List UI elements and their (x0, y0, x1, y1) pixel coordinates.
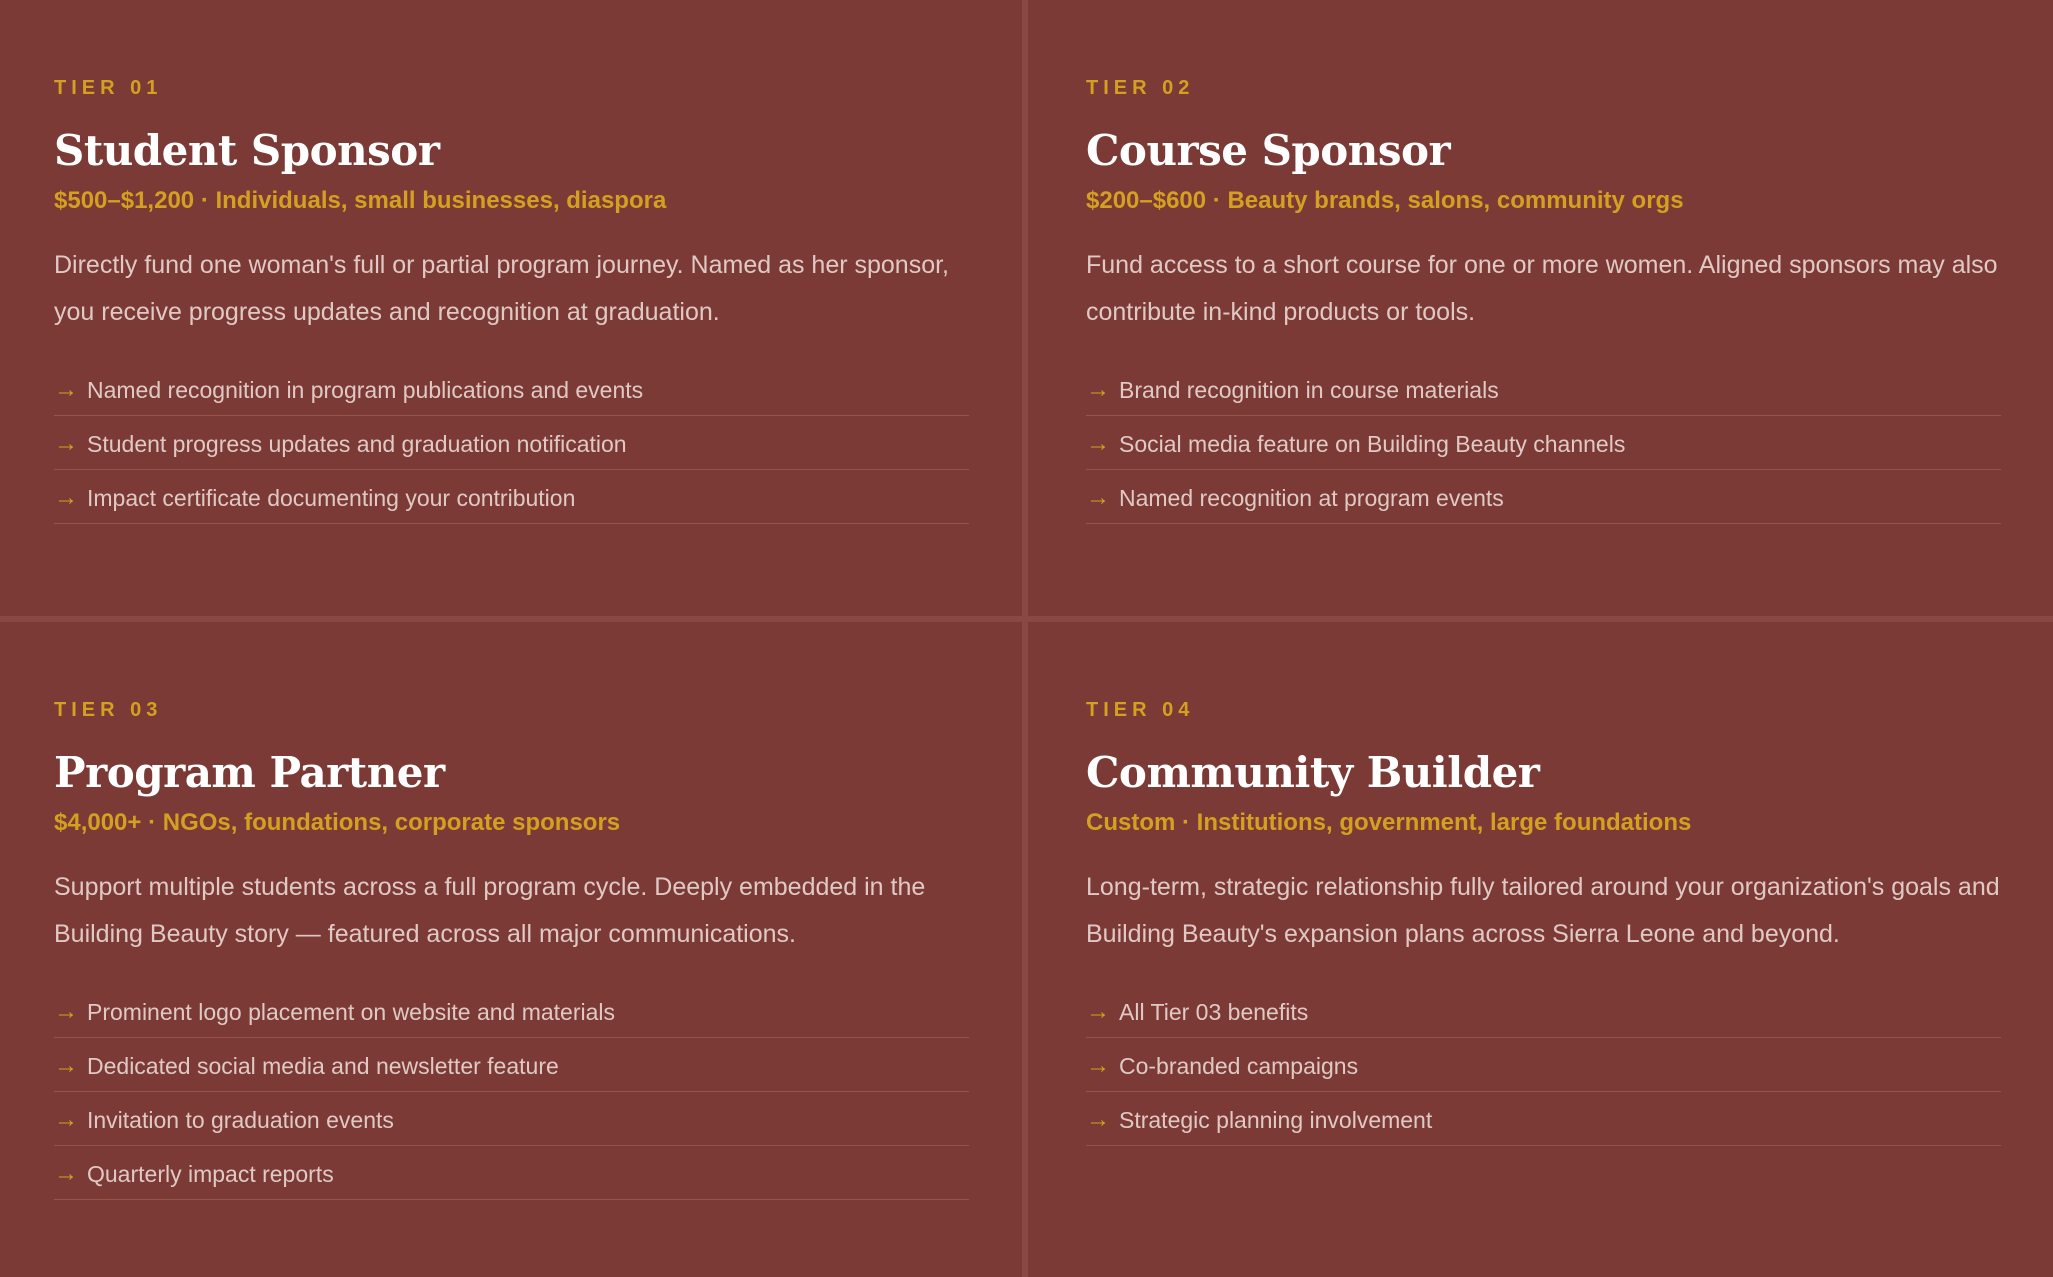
arrow-right-icon: → (1086, 1052, 1110, 1079)
benefit-item (1086, 1092, 2001, 1146)
benefit-item (54, 470, 969, 524)
arrow-right-icon: → (54, 1106, 78, 1133)
benefit-item (54, 1146, 969, 1200)
benefit-text: Prominent logo placement on website and materials (87, 998, 616, 1025)
arrow-right-icon: → (54, 998, 78, 1025)
benefits-list (54, 362, 969, 524)
arrow-right-icon: → (1086, 430, 1110, 457)
benefit-text: Impact certificate documenting your contribution (87, 484, 576, 511)
tier-card-program-partner (0, 620, 1026, 1277)
arrow-right-icon: → (1086, 376, 1110, 403)
tier-title: Course Sponsor (1086, 126, 1451, 175)
arrow-right-icon: → (1086, 1106, 1110, 1133)
benefit-item (54, 362, 969, 416)
benefit-text: Dedicated social media and newsletter feature (87, 1052, 559, 1079)
arrow-right-icon: → (54, 484, 78, 511)
benefit-item (1086, 416, 2001, 470)
arrow-right-icon: → (1086, 998, 1110, 1025)
tier-price-audience: $4,000+ · NGOs, foundations, corporate sponsors (54, 809, 621, 836)
tier-price-audience: $500–$1,200 · Individuals, small businesses, diaspora (54, 187, 667, 214)
benefit-text: Student progress updates and graduation notification (87, 430, 627, 457)
tier-description: Long-term, strategic relationship fully tailored around your organization's goals and Building Beauty's expansion plans across Sierra Leone and beyond. (1086, 873, 2000, 948)
tier-description: Support multiple students across a full program cycle. Deeply embedded in the Building Beauty story — featured across all major communications. (54, 873, 926, 948)
arrow-right-icon: → (54, 1160, 78, 1187)
benefit-text: Named recognition in program publications and events (87, 376, 644, 403)
tier-label: TIER 02 (1086, 77, 1195, 99)
tier-price-audience: Custom · Institutions, government, large foundations (1086, 809, 1692, 836)
tier-title: Program Partner (54, 748, 445, 797)
benefits-list (1086, 362, 2001, 524)
tier-label: TIER 01 (54, 77, 163, 99)
tier-price-audience: $200–$600 · Beauty brands, salons, community orgs (1086, 187, 1684, 214)
benefit-item (1086, 1038, 2001, 1092)
benefit-text: Invitation to graduation events (87, 1106, 394, 1133)
benefit-item (1086, 362, 2001, 416)
tier-label: TIER 04 (1086, 699, 1195, 721)
tier-card-community-builder (1026, 620, 2053, 1277)
benefit-text: Quarterly impact reports (87, 1160, 334, 1187)
benefit-item (54, 1092, 969, 1146)
benefit-text: Brand recognition in course materials (1119, 376, 1499, 403)
arrow-right-icon: → (54, 376, 78, 403)
tier-card-course-sponsor (1026, 0, 2053, 620)
arrow-right-icon: → (54, 430, 78, 457)
benefit-item (1086, 470, 2001, 524)
benefit-text: Co-branded campaigns (1119, 1052, 1359, 1079)
arrow-right-icon: → (54, 1052, 78, 1079)
benefit-item (54, 1038, 969, 1092)
tier-title: Student Sponsor (54, 126, 440, 175)
benefits-list (54, 984, 969, 1200)
tier-description: Fund access to a short course for one or more women. Aligned sponsors may also contribute in-kind products or tools. (1086, 251, 1998, 326)
benefit-text: Named recognition at program events (1119, 484, 1504, 511)
benefit-text: Strategic planning involvement (1119, 1106, 1433, 1133)
benefit-text: Social media feature on Building Beauty channels (1119, 430, 1626, 457)
arrow-right-icon: → (1086, 484, 1110, 511)
tier-label: TIER 03 (54, 699, 163, 721)
benefit-text: All Tier 03 benefits (1119, 998, 1309, 1025)
tier-title: Community Builder (1086, 748, 1540, 797)
tier-description: Directly fund one woman's full or partial program journey. Named as her sponsor, you receive progress updates and recognition at graduation. (54, 251, 950, 326)
benefit-item (54, 984, 969, 1038)
benefit-item (54, 416, 969, 470)
benefits-list (1086, 984, 2001, 1146)
tier-card-student-sponsor (0, 0, 1026, 620)
benefit-item (1086, 984, 2001, 1038)
